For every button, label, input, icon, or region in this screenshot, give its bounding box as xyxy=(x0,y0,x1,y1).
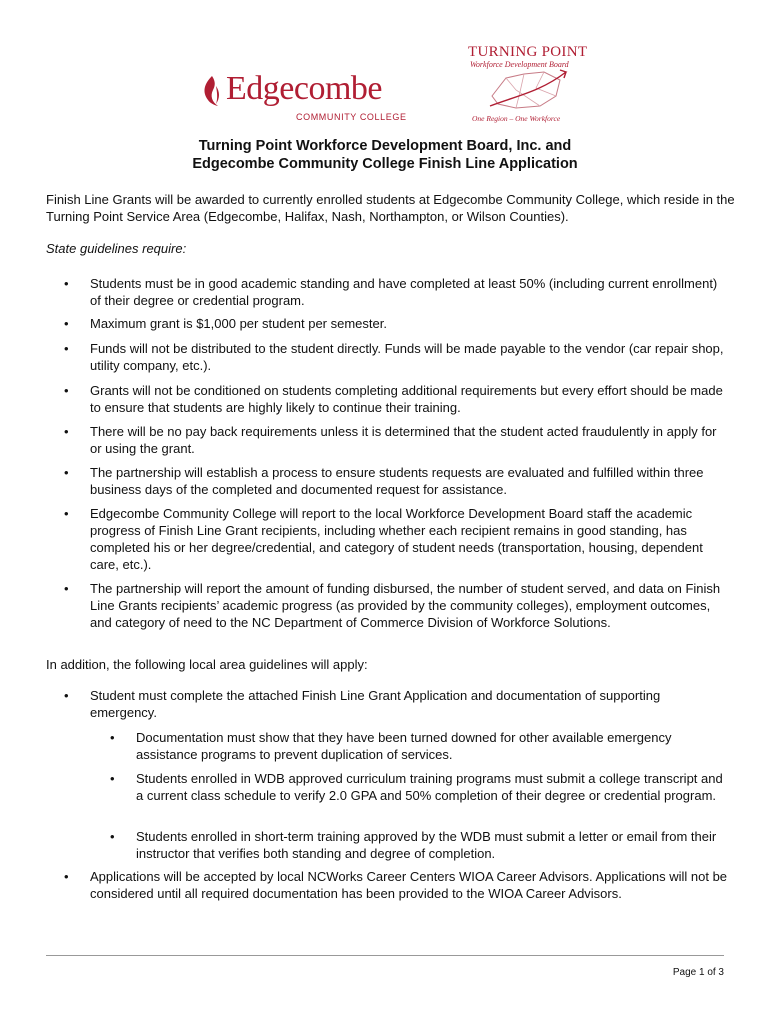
turning-point-logo-title: TURNING POINT xyxy=(468,44,588,60)
state-guideline-text: Edgecombe Community College will report to the local Workforce Development Board staff the academic progress of Finish Line Grant recipients, including whether each recipient remains in good standing, has completed his or her degree/credential, and category of student needs (transportation, housing, dependent care, etc.). xyxy=(90,506,703,572)
edgecombe-logo-subtitle: COMMUNITY COLLEGE xyxy=(296,112,407,122)
state-guideline-text: Students must be in good academic standing and have completed at least 50% (including current enrollment) of their degree or credential program. xyxy=(90,276,718,308)
bullet-icon: • xyxy=(64,341,69,356)
turning-point-logo xyxy=(468,44,588,124)
local-sub-guideline-text: Documentation must show that they have been turned downed for other available emergency assistance programs to prevent duplication of services. xyxy=(136,730,672,762)
state-guideline-text: Funds will not be distributed to the student directly. Funds will be made payable to the vendor (car repair shop, utility company, etc.). xyxy=(90,341,724,373)
local-guidelines-heading: In addition, the following local area guidelines will apply: xyxy=(46,657,368,672)
local-guideline-text: Student must complete the attached Finish Line Grant Application and documentation of supporting emergency. xyxy=(90,688,661,720)
state-guideline-text: Grants will not be conditioned on students completing additional requirements but every effort should be made to ensure that students are highly likely to continue their training. xyxy=(90,383,723,415)
edgecombe-logo xyxy=(200,70,407,130)
state-guideline-text: Maximum grant is $1,000 per student per semester. xyxy=(90,316,387,331)
bullet-icon: • xyxy=(64,316,69,331)
state-guidelines-heading: State guidelines require: xyxy=(46,241,187,256)
bullet-icon: • xyxy=(64,869,69,884)
document-title-line-1: Turning Point Workforce Development Board, Inc. and xyxy=(198,138,572,154)
edgecombe-logo-name: Edgecombe xyxy=(226,70,382,107)
state-guideline-text: There will be no pay back requirements unless it is determined that the student acted fraudulently in apply for or using the grant. xyxy=(90,424,717,456)
turning-point-logo-subtitle: Workforce Development Board xyxy=(470,60,569,69)
state-guideline-text: The partnership will establish a process to ensure students requests are evaluated and fulfilled within three business days of the completed and documented request for assistance. xyxy=(90,465,704,497)
bullet-icon: • xyxy=(64,688,69,703)
bullet-icon: • xyxy=(110,771,115,786)
bullet-icon: • xyxy=(64,506,69,521)
state-guideline-text: The partnership will report the amount of funding disbursed, the number of student served, and data on Finish Line Grants recipients’ academic progress (as provided by the community colleges), employment outcomes, and category of need to the NC Department of Commerce Division of Workforce Solutions. xyxy=(90,581,721,630)
bullet-icon: • xyxy=(64,383,69,398)
bullet-icon: • xyxy=(64,581,69,596)
bullet-icon: • xyxy=(110,829,115,844)
flame-icon xyxy=(200,74,222,108)
intro-paragraph: Finish Line Grants will be awarded to currently enrolled students at Edgecombe Community College, which reside in the Turning Point Service Area (Edgecombe, Halifax, Nash, Northampton, or Wilson Counties). xyxy=(46,192,735,224)
local-guideline-text: Applications will be accepted by local NCWorks Career Centers WIOA Career Advisors. Applications will not be considered until all required documentation has been provided to the WIOA Career Advisors. xyxy=(90,869,728,901)
bullet-icon: • xyxy=(110,730,115,745)
bullet-icon: • xyxy=(64,276,69,291)
page-number: Page 1 of 3 xyxy=(672,967,724,978)
bullet-icon: • xyxy=(64,465,69,480)
bullet-icon: • xyxy=(64,424,69,439)
footer-divider xyxy=(46,955,724,956)
header-logos xyxy=(0,40,770,130)
region-map-icon xyxy=(486,66,570,112)
local-sub-guideline-text: Students enrolled in WDB approved curriculum training programs must submit a college transcript and a current class schedule to verify 2.0 GPA and 50% completion of their degree or credential program. xyxy=(136,771,723,803)
turning-point-logo-tagline: One Region – One Workforce xyxy=(472,114,561,123)
local-sub-guideline-text: Students enrolled in short-term training approved by the WDB must submit a letter or email from their instructor that verifies both standing and degree of completion. xyxy=(136,829,717,861)
document-title-line-2: Edgecombe Community College Finish Line Application xyxy=(192,156,578,172)
